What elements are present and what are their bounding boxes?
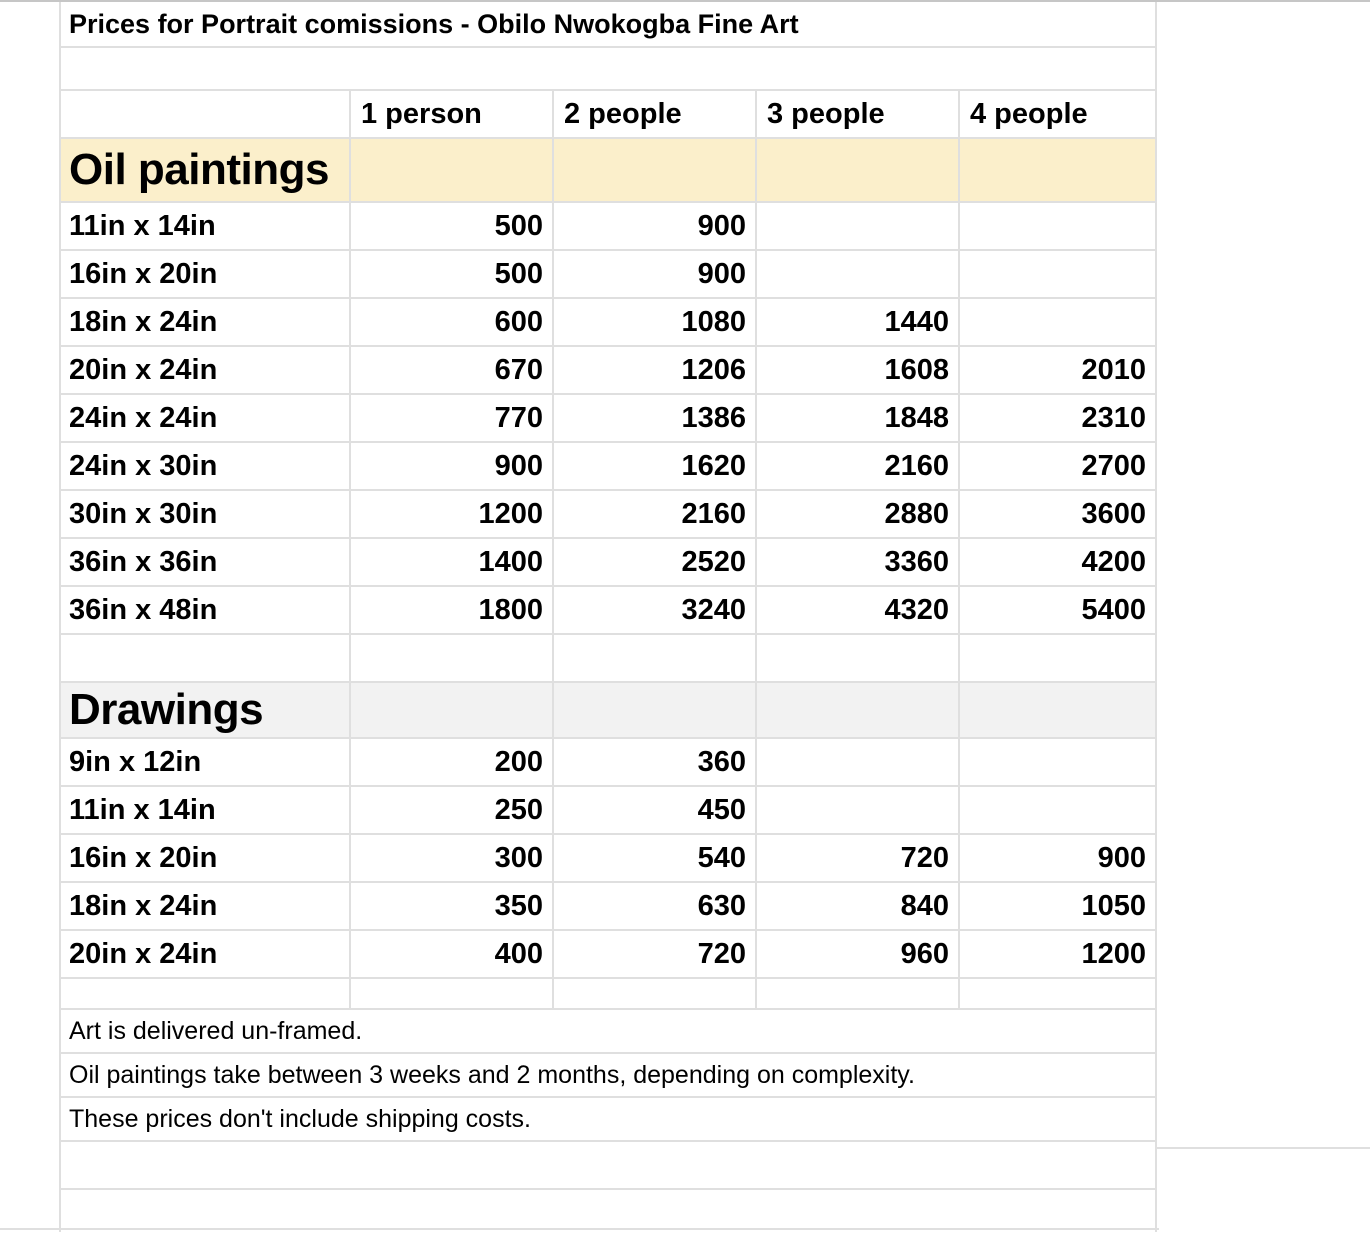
price-cell[interactable]: 2310 <box>958 395 1155 441</box>
price-cell[interactable]: 600 <box>349 299 552 345</box>
price-cell[interactable]: 5400 <box>958 587 1155 633</box>
price-cell[interactable]: 350 <box>349 883 552 929</box>
price-cell[interactable]: 720 <box>552 931 755 977</box>
price-cell[interactable]: 2010 <box>958 347 1155 393</box>
price-cell[interactable] <box>755 787 958 833</box>
price-cell[interactable]: 540 <box>552 835 755 881</box>
price-cell[interactable]: 4200 <box>958 539 1155 585</box>
section-title-cell[interactable]: Oil paintings <box>69 145 329 194</box>
price-cell[interactable]: 960 <box>755 931 958 977</box>
price-cell[interactable]: 500 <box>349 203 552 249</box>
price-cell[interactable]: 4320 <box>755 587 958 633</box>
price-cell[interactable]: 630 <box>552 883 755 929</box>
column-header-cell[interactable]: 4 people <box>958 91 1155 137</box>
empty-cell[interactable] <box>552 979 755 1008</box>
price-cell[interactable]: 1200 <box>958 931 1155 977</box>
price-cell[interactable]: 2160 <box>552 491 755 537</box>
size-label-cell[interactable]: 30in x 30in <box>69 497 218 530</box>
sheet-title-cell[interactable]: Prices for Portrait comissions - Obilo Nwokogba Fine Art <box>69 8 799 39</box>
size-label-cell[interactable]: 24in x 30in <box>69 449 218 482</box>
price-cell[interactable]: 1200 <box>349 491 552 537</box>
note-row <box>61 1098 1155 1142</box>
column-header-cell[interactable]: 3 people <box>755 91 958 137</box>
empty-cell[interactable] <box>61 979 349 1008</box>
price-cell[interactable] <box>958 299 1155 345</box>
empty-cell[interactable] <box>349 683 552 737</box>
size-label-cell[interactable]: 36in x 36in <box>69 545 218 578</box>
table-row <box>61 931 1155 979</box>
price-cell[interactable]: 3240 <box>552 587 755 633</box>
price-cell[interactable]: 1080 <box>552 299 755 345</box>
price-cell[interactable]: 900 <box>552 203 755 249</box>
price-cell[interactable]: 720 <box>755 835 958 881</box>
empty-cell[interactable] <box>755 139 958 201</box>
size-label-cell[interactable]: 11in x 14in <box>69 793 216 826</box>
price-cell[interactable]: 670 <box>349 347 552 393</box>
table-row <box>61 443 1155 491</box>
price-cell[interactable]: 300 <box>349 835 552 881</box>
size-label-cell[interactable]: 16in x 20in <box>69 841 218 874</box>
price-cell[interactable] <box>958 251 1155 297</box>
price-cell[interactable]: 1608 <box>755 347 958 393</box>
table-row <box>61 347 1155 395</box>
empty-cell[interactable] <box>61 1142 1155 1188</box>
empty-cell[interactable] <box>755 979 958 1008</box>
price-table <box>59 2 1157 1232</box>
price-cell[interactable] <box>958 787 1155 833</box>
price-cell[interactable]: 2700 <box>958 443 1155 489</box>
note-cell[interactable]: Oil paintings take between 3 weeks and 2 months, depending on complexity. <box>69 1060 915 1089</box>
price-cell[interactable]: 1386 <box>552 395 755 441</box>
size-label-cell[interactable]: 20in x 24in <box>69 353 218 386</box>
note-row <box>61 1010 1155 1054</box>
note-cell[interactable]: Art is delivered un-framed. <box>69 1016 363 1045</box>
empty-cell[interactable] <box>61 1190 1155 1232</box>
table-row <box>61 395 1155 443</box>
empty-cell[interactable] <box>349 979 552 1008</box>
size-label-cell[interactable]: 20in x 24in <box>69 937 218 970</box>
size-label-cell[interactable]: 11in x 14in <box>69 209 216 242</box>
empty-cell[interactable] <box>61 48 1155 89</box>
price-cell[interactable] <box>755 739 958 785</box>
price-cell[interactable] <box>958 739 1155 785</box>
price-cell[interactable]: 900 <box>552 251 755 297</box>
price-cell[interactable]: 1440 <box>755 299 958 345</box>
spacer-row <box>61 979 1155 1010</box>
price-cell[interactable] <box>958 203 1155 249</box>
price-cell[interactable]: 770 <box>349 395 552 441</box>
price-cell[interactable]: 3360 <box>755 539 958 585</box>
table-row <box>61 251 1155 299</box>
empty-cell[interactable] <box>552 139 755 201</box>
price-cell[interactable]: 1050 <box>958 883 1155 929</box>
empty-cell[interactable] <box>61 635 349 681</box>
table-row <box>61 491 1155 539</box>
table-row <box>61 739 1155 787</box>
empty-cell[interactable] <box>349 635 552 681</box>
header-blank-cell[interactable] <box>61 91 349 137</box>
size-label-cell[interactable]: 24in x 24in <box>69 401 218 434</box>
price-cell[interactable]: 1848 <box>755 395 958 441</box>
size-label-cell[interactable]: 36in x 48in <box>69 593 218 626</box>
price-cell[interactable]: 360 <box>552 739 755 785</box>
price-cell[interactable]: 200 <box>349 739 552 785</box>
empty-cell[interactable] <box>755 683 958 737</box>
section-title-cell[interactable]: Drawings <box>69 685 264 734</box>
empty-cell[interactable] <box>958 979 1155 1008</box>
spacer-row <box>61 1142 1155 1190</box>
table-row <box>61 539 1155 587</box>
price-cell[interactable]: 2520 <box>552 539 755 585</box>
empty-cell[interactable] <box>958 635 1155 681</box>
table-row <box>61 787 1155 835</box>
price-cell[interactable]: 1400 <box>349 539 552 585</box>
table-row <box>61 883 1155 931</box>
size-label-cell[interactable]: 18in x 24in <box>69 889 218 922</box>
price-cell[interactable]: 900 <box>958 835 1155 881</box>
section-header-row <box>61 139 1155 203</box>
size-label-cell[interactable]: 16in x 20in <box>69 257 218 290</box>
spacer-row <box>61 635 1155 683</box>
price-cell[interactable]: 3600 <box>958 491 1155 537</box>
size-label-cell[interactable]: 9in x 12in <box>69 745 202 778</box>
note-row <box>61 1054 1155 1098</box>
empty-cell[interactable] <box>552 683 755 737</box>
note-cell[interactable]: These prices don't include shipping costs. <box>69 1104 531 1133</box>
column-header-cell[interactable]: 1 person <box>349 91 552 137</box>
price-cell[interactable]: 1620 <box>552 443 755 489</box>
price-cell[interactable]: 2880 <box>755 491 958 537</box>
empty-cell[interactable] <box>552 635 755 681</box>
price-cell[interactable]: 1206 <box>552 347 755 393</box>
price-cell[interactable]: 840 <box>755 883 958 929</box>
empty-cell[interactable] <box>349 139 552 201</box>
price-cell[interactable]: 1800 <box>349 587 552 633</box>
price-cell[interactable] <box>755 203 958 249</box>
title-row <box>61 2 1155 48</box>
empty-cell[interactable] <box>958 139 1155 201</box>
table-row <box>61 835 1155 883</box>
price-cell[interactable]: 500 <box>349 251 552 297</box>
table-row <box>61 299 1155 347</box>
spacer-row <box>61 1190 1155 1232</box>
price-cell[interactable]: 250 <box>349 787 552 833</box>
price-cell[interactable]: 400 <box>349 931 552 977</box>
empty-cell[interactable] <box>755 635 958 681</box>
section-header-row <box>61 683 1155 739</box>
size-label-cell[interactable]: 18in x 24in <box>69 305 218 338</box>
sheet-right-boundary-line <box>1157 1147 1370 1149</box>
empty-cell[interactable] <box>958 683 1155 737</box>
spacer-row <box>61 48 1155 91</box>
price-cell[interactable]: 450 <box>552 787 755 833</box>
table-row <box>61 203 1155 251</box>
table-row <box>61 587 1155 635</box>
price-cell[interactable]: 900 <box>349 443 552 489</box>
column-header-cell[interactable]: 2 people <box>552 91 755 137</box>
sheet-bottom-boundary-line <box>0 1228 1159 1230</box>
column-header-row <box>61 91 1155 139</box>
price-cell[interactable] <box>755 251 958 297</box>
price-cell[interactable]: 2160 <box>755 443 958 489</box>
